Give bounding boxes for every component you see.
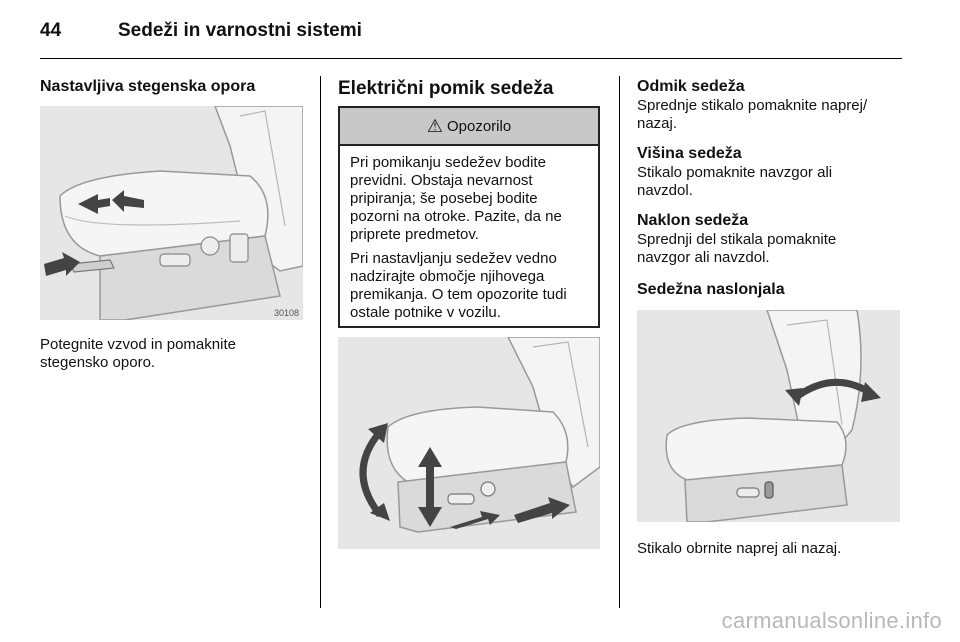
thigh-support-caption [40, 336, 236, 372]
text-line: navzgor ali navzdol. [637, 249, 770, 266]
column-separator-2 [619, 76, 620, 608]
thigh-support-illustration [40, 106, 303, 320]
warning-paragraph-2 [350, 250, 588, 322]
warning-line: previdni. Obstaja nevarnost [350, 172, 533, 189]
backrest-heading: Sedežna naslonjala [637, 281, 785, 298]
warning-line: nadzirajte območje njihovega [350, 268, 545, 285]
backrest-caption: Stikalo obrnite naprej ali nazaj. [637, 540, 842, 557]
warning-line: Pri pomikanju sedežev bodite [350, 154, 546, 171]
thigh-support-figure [40, 106, 303, 320]
warning-header [340, 108, 598, 146]
warning-line: pozorni na otroke. Pazite, da ne [350, 208, 562, 225]
warning-line: premikanja. O tem opozorite tudi [350, 286, 567, 303]
seat-tilt-text [637, 231, 836, 267]
warning-box [338, 106, 600, 328]
warning-triangle-icon: ⚠ [426, 115, 443, 136]
text-line: Sprednje stikalo pomaknite naprej/ [637, 97, 868, 114]
warning-line: ostale potnike v vozilu. [350, 304, 501, 321]
page-number: 44 [40, 20, 62, 41]
chapter-title: Sedeži in varnostni sistemi [118, 20, 362, 41]
text-line: Stikalo pomaknite navzgor ali [637, 164, 833, 181]
caption-line: stegensko oporo. [40, 354, 156, 371]
backrest-figure [637, 310, 900, 522]
warning-title: Opozorilo [446, 117, 512, 135]
column-separator-1 [320, 76, 321, 608]
seat-distance-heading: Odmik sedeža [637, 78, 745, 95]
figure-number: 30108 [273, 308, 299, 318]
thigh-support-heading: Nastavljiva stegenska opora [40, 78, 256, 95]
watermark: carmanualsonline.info [721, 608, 942, 633]
warning-line: priprete predmetov. [350, 226, 479, 243]
header-rule [40, 58, 902, 59]
text-line: navzdol. [637, 182, 693, 199]
seat-height-heading: Višina sedeža [637, 145, 742, 162]
warning-line: Pri nastavljanju sedežev vedno [350, 250, 557, 267]
caption-line: Potegnite vzvod in pomaknite [40, 336, 236, 353]
power-seat-heading: Električni pomik sedeža [338, 78, 554, 99]
warning-body [340, 146, 598, 322]
text-line: Sprednji del stikala pomaknite [637, 231, 837, 248]
text-line: nazaj. [637, 115, 678, 132]
seat-height-text [637, 164, 832, 200]
backrest-illustration [637, 310, 900, 522]
warning-paragraph-1 [350, 154, 588, 244]
seat-tilt-heading: Naklon sedeža [637, 212, 749, 229]
seat-distance-text [637, 97, 867, 133]
power-seat-figure [338, 337, 600, 549]
power-seat-illustration [338, 337, 600, 549]
warning-line: pripiranja; še posebej bodite [350, 190, 538, 207]
